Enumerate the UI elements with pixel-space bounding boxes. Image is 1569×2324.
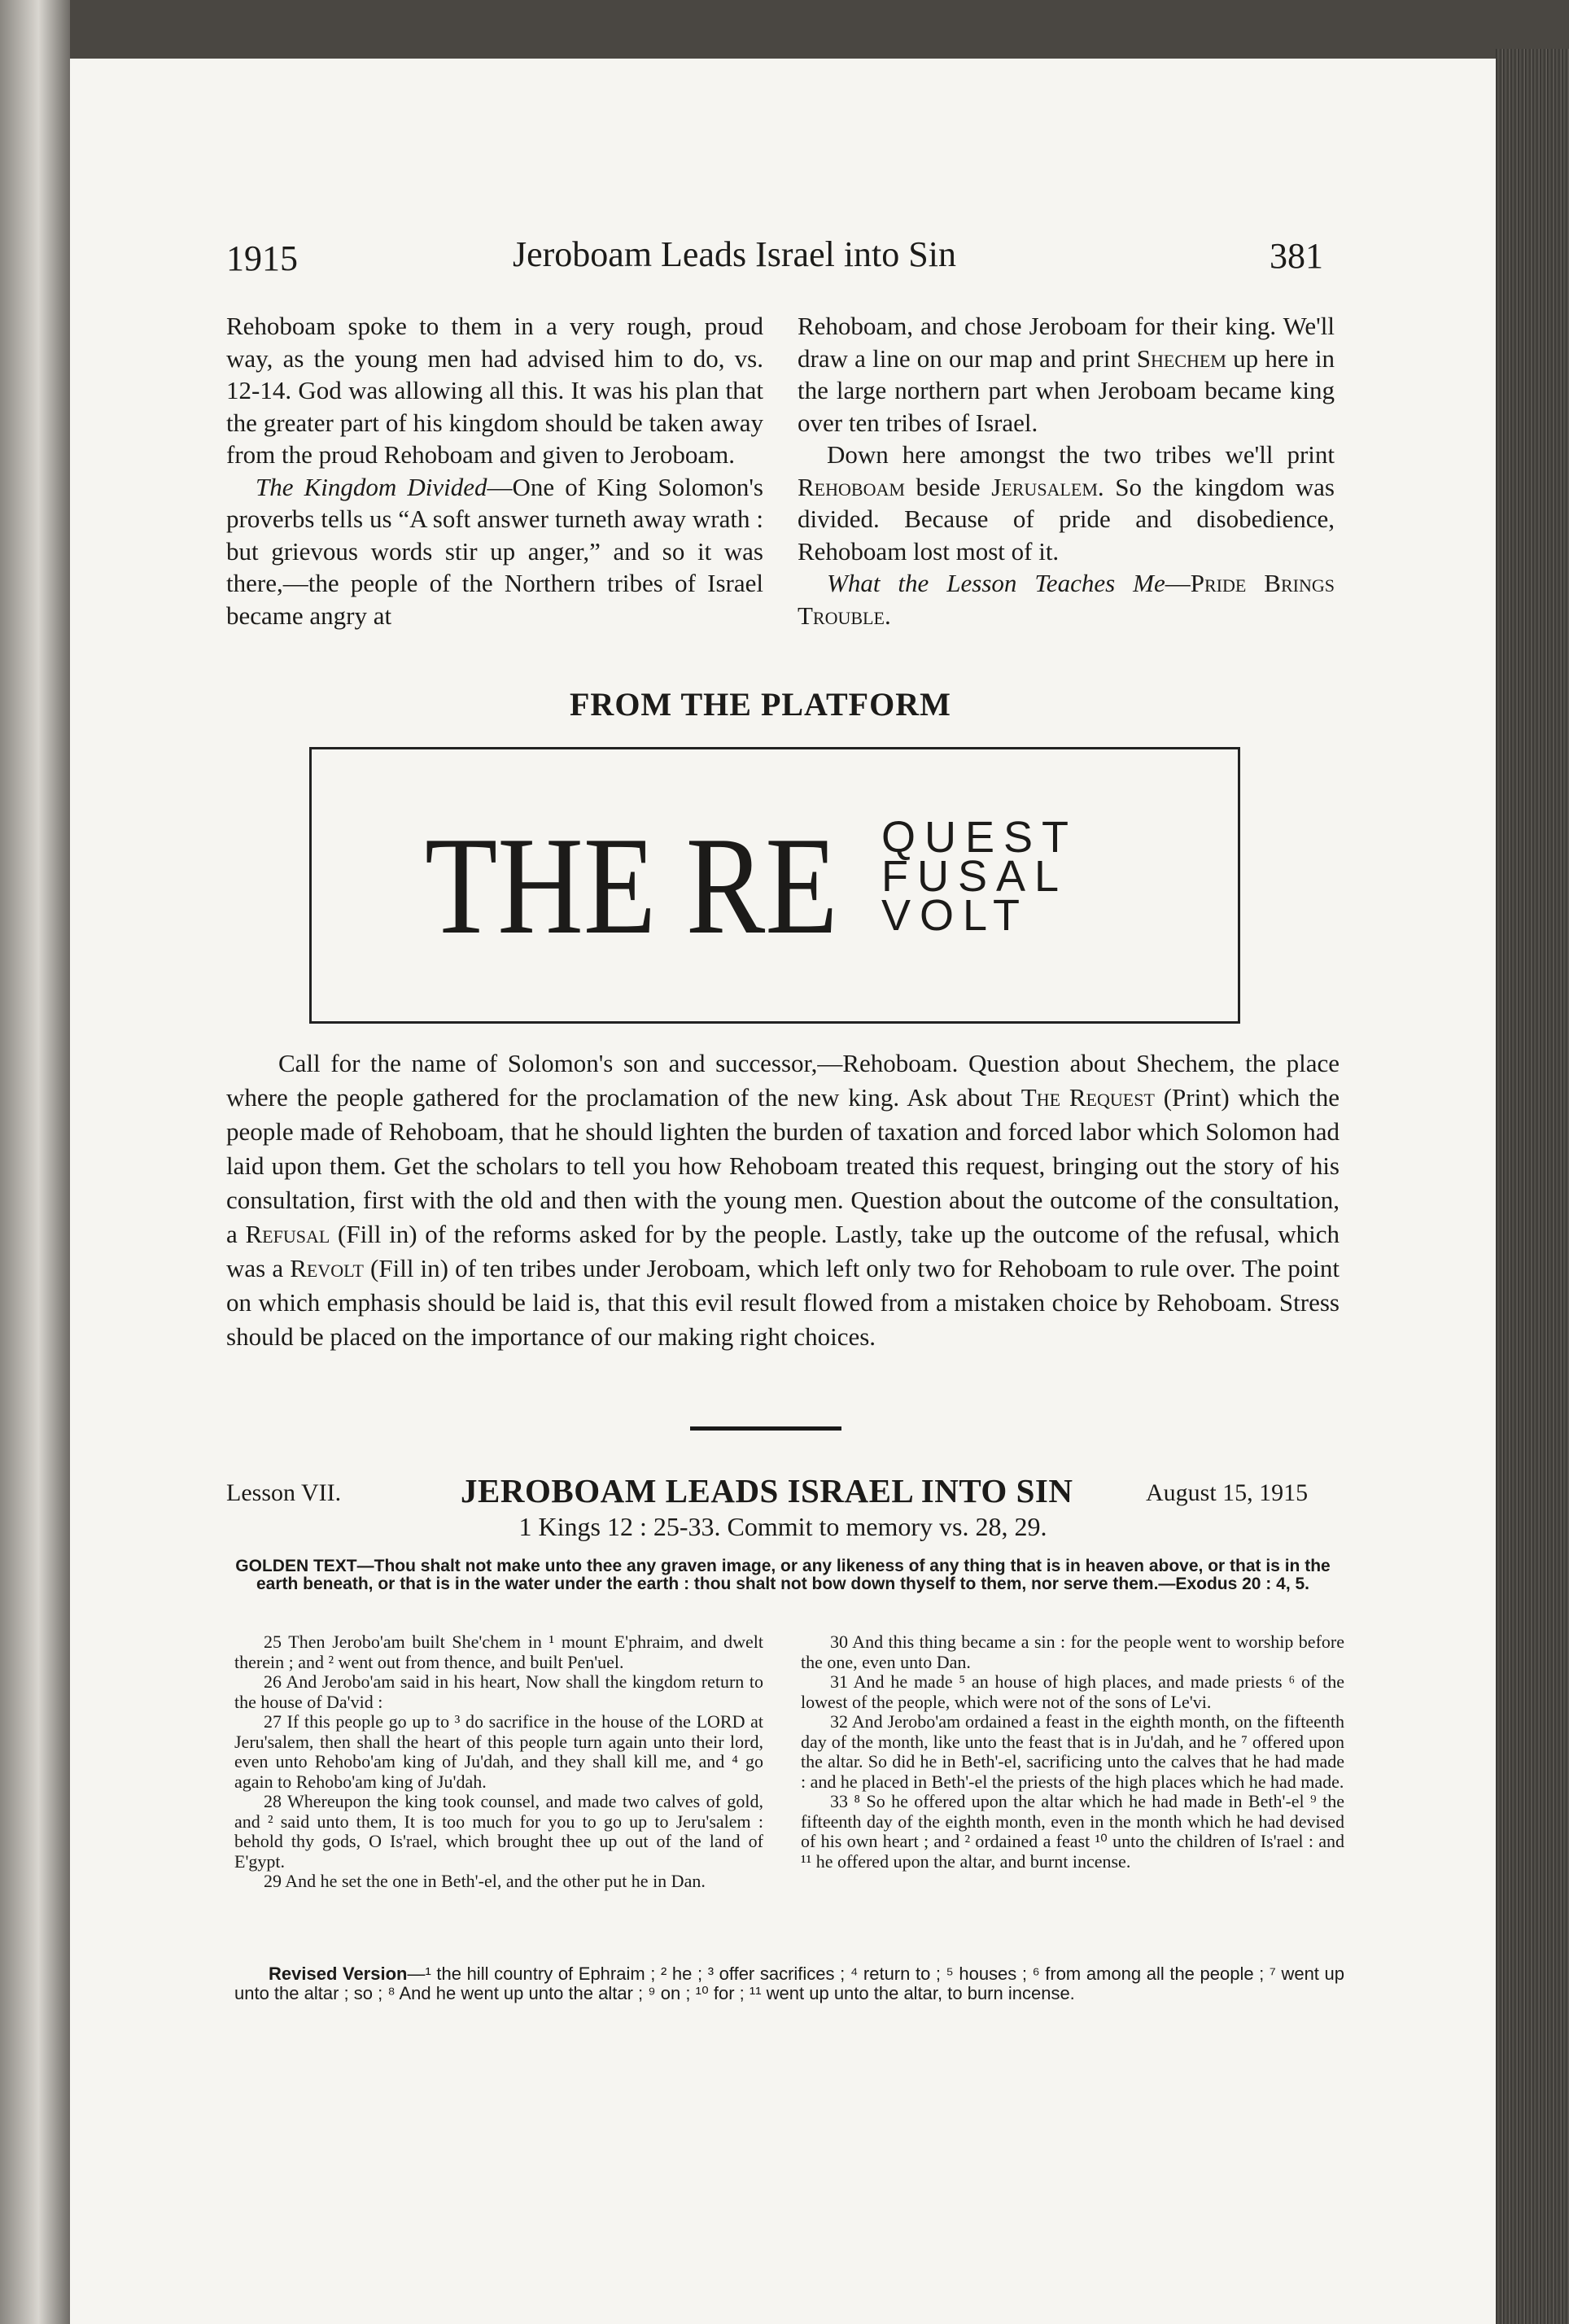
the-request-caps: The Request <box>1021 1083 1155 1112</box>
refusal-caps: Refusal <box>245 1220 330 1248</box>
verse: 29 And he set the one in Beth'-el, and the other put he in Dan. <box>264 1871 706 1891</box>
left-paragraph-1: Rehoboam spoke to them in a very rough, proud way, as the young men had advised him to do, vs. 12-14. God was allowing all this. It was his plan that the greater part of his kingdom should be taken away from the proud Rehoboam and given to Jeroboam. <box>226 312 763 469</box>
left-column <box>226 310 763 631</box>
text-run: (Fill in) of ten tribes under Jeroboam, which left only two for Rehoboam to rule over. The point on which emphasis should be laid is, that this evil result flowed from a mistaken choice by Rehoboam. Stress should be placed on the importance of our making right choices. <box>226 1254 1340 1351</box>
suffix-fusal: FUSAL <box>881 852 1069 901</box>
verse: 27 If this people go up to ³ do sacrifice in the house of the LORD at Jeru'salem, then shall the heart of this people turn again unto their lord, even unto Rehobo'am king of Ju'dah, and they shall kill me, and ⁴ go again to Rehobo'am king of Ju'dah. <box>234 1711 763 1792</box>
lesson-date: August 15, 1915 <box>1146 1479 1309 1506</box>
text-run: Down here amongst the two tribes we'll print <box>827 440 1335 469</box>
right-paragraph-1 <box>798 310 1335 439</box>
book-page-edges <box>1496 49 1569 2324</box>
verse: 32 And Jerobo'am ordained a feast in the eighth month, on the fifteenth day of the month, like unto the feast that is in Ju'dah, and he ⁷ offered upon the altar. So did he in Beth'-el, sacrificing unto the calves that he had made : and he placed in Beth'-el the priests of the high places which he had made. <box>801 1711 1344 1792</box>
revised-version-notes <box>234 1964 1344 2003</box>
header-year: 1915 <box>226 238 298 278</box>
text-run: (Print) which the people made of Rehoboam, that he should lighten the burden of taxation and forced labor which Solomon had laid upon them. Get the scholars to tell you how Rehoboam treated this request, bringing out the story of his consultation, first with the old and then with the young men. Question about the outcome of the consultation, a <box>226 1083 1340 1248</box>
scripture-right-column <box>801 1632 1344 1872</box>
verse: 30 And this thing became a sin : for the people went to worship before the one, even unto Dan. <box>801 1632 1344 1672</box>
verse: 31 And he made ⁵ an house of high places, and made priests ⁶ of the lowest of the people, which were not of the sons of Le'vi. <box>801 1671 1344 1712</box>
kingdom-divided-heading: The Kingdom Divided <box>256 472 487 501</box>
shechem-caps: Shechem <box>1136 343 1226 373</box>
golden-text-label: GOLDEN TEXT <box>235 1557 357 1575</box>
platform-heading: FROM THE PLATFORM <box>570 686 951 723</box>
text-run: . <box>884 601 891 630</box>
text-run: beside <box>904 472 992 501</box>
right-paragraph-2 <box>798 439 1335 567</box>
kingdom-divided-text: —One of King Solomon's proverbs tells us “A soft answer turneth away wrath : but grievous words stir up anger,” and so it was there,—the people of the Northern tribes of Israel became angry at <box>226 472 763 630</box>
rehoboam-caps: Rehoboam <box>798 472 905 501</box>
platform-suffixes <box>881 813 1078 940</box>
text-run: . So the kingdom was divided. Because of pride and disobedience, Rehoboam lost most of it. <box>798 472 1335 566</box>
section-divider <box>690 1426 841 1431</box>
lesson-teaches-heading: What the Lesson Teaches Me <box>827 569 1165 597</box>
golden-text-body: —Thou shalt not make unto thee any graven image, or any likeness of any thing that is in heaven above, or that is in the earth beneath, or that is in the water under the earth : thou shalt not bow down thyself to them, nor serve them.—Exodus 20 : 4, 5. <box>256 1557 1331 1593</box>
text-run: Call for the name of Solomon's son and successor,—Rehoboam. Question about Shechem, the place where the people gathered for the proclamation of the new king. Ask about <box>226 1049 1340 1112</box>
facing-page-edge <box>0 0 70 2324</box>
pride-brings-trouble: Pride Brings Trouble <box>798 569 1335 630</box>
lesson-reference: 1 Kings 12 : 25-33. Commit to memory vs. 28, 29. <box>518 1512 1047 1541</box>
verse: 25 Then Jerobo'am built She'chem in ¹ mount E'phraim, and dwelt therein ; and ² went out from thence, and built Pen'uel. <box>234 1632 763 1672</box>
right-column <box>798 310 1335 631</box>
lesson-number: Lesson VII. <box>226 1479 342 1506</box>
suffix-quest: QUEST <box>881 813 1078 862</box>
revolt-caps: Revolt <box>290 1254 364 1282</box>
page-number: 381 <box>1270 236 1323 276</box>
text-run: (Fill in) of the reforms asked for by the people. Lastly, take up the outcome of the refusal, which was a <box>226 1220 1340 1282</box>
text-run: Rehoboam, and chose Jeroboam for their king. We'll draw a line on our map and print <box>798 312 1335 373</box>
text-run: up here in the large northern part when Jeroboam became king over ten tribes of Israel. <box>798 343 1335 437</box>
left-paragraph-2 <box>226 471 763 632</box>
revised-version-label: Revised Version <box>269 1964 408 1984</box>
text-run: — <box>1165 569 1191 597</box>
golden-text <box>226 1557 1340 1593</box>
platform-box <box>309 747 1240 1024</box>
running-title: Jeroboam Leads Israel into Sin <box>513 234 956 274</box>
right-paragraph-3 <box>798 567 1335 631</box>
jerusalem-caps: Jerusalem <box>991 472 1098 501</box>
platform-paragraph <box>226 1046 1340 1354</box>
lesson-title: JEROBOAM LEADS ISRAEL INTO SIN <box>461 1472 1073 1509</box>
verse: 26 And Jerobo'am said in his heart, Now shall the kingdom return to the house of Da'vid : <box>234 1671 763 1712</box>
scripture-left-column <box>234 1632 763 1892</box>
verse: 33 ⁸ So he offered upon the altar which he had made in Beth'-el ⁹ the fifteenth day of the eighth month, even in the month which he had devised of his own heart ; and ² ordained a feast ¹⁰ unto the children of Is'rael : and ¹¹ he offered upon the altar, and burnt incense. <box>801 1791 1344 1872</box>
revised-version-text: —¹ the hill country of Ephraim ; ² he ; ³ offer sacrifices ; ⁴ return to ; ⁵ houses ; ⁶ from among all the people ; ⁷ went up unto the altar ; so ; ⁸ And he went up unto the altar ; ⁹ on ; ¹⁰ for ; ¹¹ went up unto the altar, to burn incense. <box>234 1964 1344 2003</box>
platform-big-text: THE RE <box>425 809 838 963</box>
verse: 28 Whereupon the king took counsel, and made two calves of gold, and ² said unto them, It is too much for you to go up to Jeru'salem : behold thy gods, O Is'rael, which brought thee up out of the land of E'gypt. <box>234 1791 763 1872</box>
suffix-volt: VOLT <box>881 891 1029 940</box>
